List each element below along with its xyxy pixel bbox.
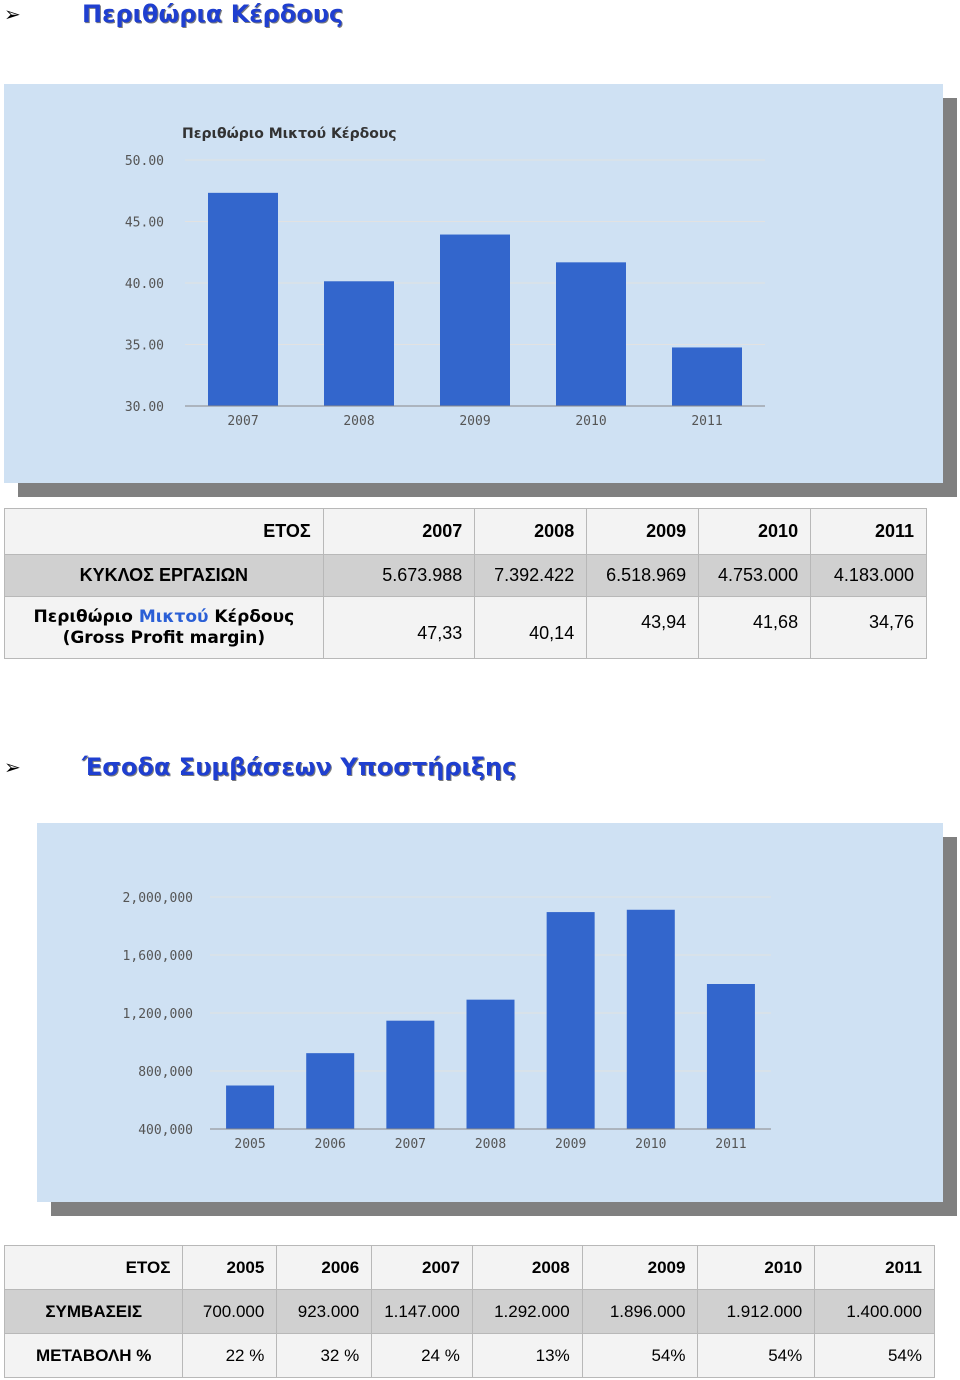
y-tick-label: 45.00	[124, 215, 164, 231]
year-label: ΕΤΟΣ	[5, 509, 324, 555]
change-cell: 32 %	[277, 1334, 372, 1378]
bar	[226, 1086, 274, 1130]
y-tick-label: 40.00	[124, 277, 164, 292]
contracts-label: ΣΥΜΒΑΣΕΙΣ	[5, 1290, 183, 1334]
gross-margin-cell: 40,14	[475, 597, 587, 659]
chart-svg	[37, 823, 943, 1202]
x-tick-label: 2011	[691, 414, 723, 429]
x-tick-label: 2011	[715, 1137, 747, 1152]
gpm-label-accent: Μικτού	[138, 606, 209, 627]
gross-margin-cell: 47,33	[323, 597, 475, 659]
section-heading-profit-margins	[4, 0, 343, 28]
contracts-cell: 1.147.000	[372, 1290, 473, 1334]
bar	[707, 984, 755, 1129]
year-cell: 2010	[699, 509, 811, 555]
y-tick-label: 35.00	[124, 338, 164, 354]
year-cell: 2006	[277, 1246, 372, 1290]
bar	[324, 281, 394, 406]
revenue-label: ΚΥΚΛΟΣ ΕΡΓΑΣΙΩΝ	[5, 555, 324, 597]
support-contracts-chart	[37, 823, 957, 1216]
x-tick-label: 2008	[343, 414, 375, 429]
change-cell: 54%	[582, 1334, 698, 1378]
bar	[547, 912, 595, 1129]
y-tick-label: 400,000	[138, 1123, 193, 1138]
change-cell: 54%	[698, 1334, 815, 1378]
table-row-revenue	[5, 555, 927, 597]
contracts-cell: 1.400.000	[815, 1290, 935, 1334]
gross-margin-cell: 34,76	[811, 597, 927, 659]
bar	[467, 1000, 515, 1129]
change-cell: 13%	[472, 1334, 582, 1378]
gross-margin-chart	[4, 84, 957, 497]
year-cell: 2009	[582, 1246, 698, 1290]
x-tick-label: 2010	[575, 414, 607, 429]
y-tick-label: 30.00	[124, 400, 164, 415]
chart-svg	[4, 84, 943, 483]
change-cell: 22 %	[183, 1334, 277, 1378]
year-cell: 2008	[475, 509, 587, 555]
bar	[556, 262, 626, 406]
support-contracts-table	[4, 1245, 935, 1378]
bar	[672, 347, 742, 406]
table-header-row	[5, 1246, 935, 1290]
bar	[627, 910, 675, 1129]
section-title: Έσοδα Συμβάσεων Υποστήριξης	[82, 753, 517, 781]
contracts-cell: 1.896.000	[582, 1290, 698, 1334]
x-tick-label: 2008	[474, 1137, 507, 1152]
year-cell: 2005	[183, 1246, 277, 1290]
table-header-row	[5, 509, 927, 555]
bar	[208, 193, 278, 406]
year-cell: 2010	[698, 1246, 815, 1290]
bullet-arrow-icon: ➢	[4, 2, 21, 26]
year-cell: 2007	[372, 1246, 473, 1290]
table-row-change	[5, 1334, 935, 1378]
gpm-label-en: (Gross Profit margin)	[62, 627, 266, 648]
x-tick-label: 2010	[635, 1137, 667, 1152]
x-tick-label: 2007	[394, 1137, 427, 1152]
x-tick-label: 2005	[234, 1137, 266, 1152]
change-label: ΜΕΤΑΒΟΛΗ %	[5, 1334, 183, 1378]
gpm-label-pre: Περιθώριο	[33, 606, 139, 627]
table-row-gross-margin	[5, 597, 927, 659]
bar	[440, 235, 510, 406]
contracts-cell: 700.000	[183, 1290, 277, 1334]
bullet-arrow-icon: ➢	[4, 755, 21, 779]
gross-margin-label	[5, 597, 324, 659]
gross-margin-cell: 41,68	[699, 597, 811, 659]
year-cell: 2008	[472, 1246, 582, 1290]
bar	[306, 1053, 354, 1129]
revenue-cell: 5.673.988	[323, 555, 475, 597]
year-cell: 2011	[815, 1246, 935, 1290]
y-tick-label: 50.00	[124, 154, 164, 169]
gross-margin-table	[4, 508, 927, 659]
y-tick-label: 1,200,000	[122, 1007, 193, 1022]
change-cell: 54%	[815, 1334, 935, 1378]
year-cell: 2011	[811, 509, 927, 555]
gpm-label-post: Κέρδους	[208, 606, 295, 627]
revenue-cell: 7.392.422	[475, 555, 587, 597]
gross-margin-cell: 43,94	[587, 597, 699, 659]
revenue-cell: 4.753.000	[699, 555, 811, 597]
revenue-cell: 4.183.000	[811, 555, 927, 597]
y-tick-label: 2,000,000	[122, 891, 193, 906]
contracts-cell: 1.292.000	[472, 1290, 582, 1334]
revenue-cell: 6.518.969	[587, 555, 699, 597]
x-tick-label: 2007	[227, 414, 259, 429]
x-tick-label: 2006	[314, 1137, 346, 1152]
contracts-cell: 923.000	[277, 1290, 372, 1334]
y-tick-label: 800,000	[138, 1065, 193, 1080]
x-tick-label: 2009	[554, 1137, 587, 1152]
table-row-contracts	[5, 1290, 935, 1334]
year-cell: 2007	[323, 509, 475, 555]
x-tick-label: 2009	[459, 414, 491, 429]
bar	[386, 1021, 434, 1129]
contracts-cell: 1.912.000	[698, 1290, 815, 1334]
year-label: ΕΤΟΣ	[5, 1246, 183, 1290]
change-cell: 24 %	[372, 1334, 473, 1378]
section-title: Περιθώρια Κέρδους	[82, 0, 344, 28]
section-heading-support-contracts	[4, 752, 516, 782]
chart-title: Περιθώριο Μικτού Κέρδους	[182, 126, 397, 142]
y-tick-label: 1,600,000	[122, 949, 193, 964]
year-cell: 2009	[587, 509, 699, 555]
